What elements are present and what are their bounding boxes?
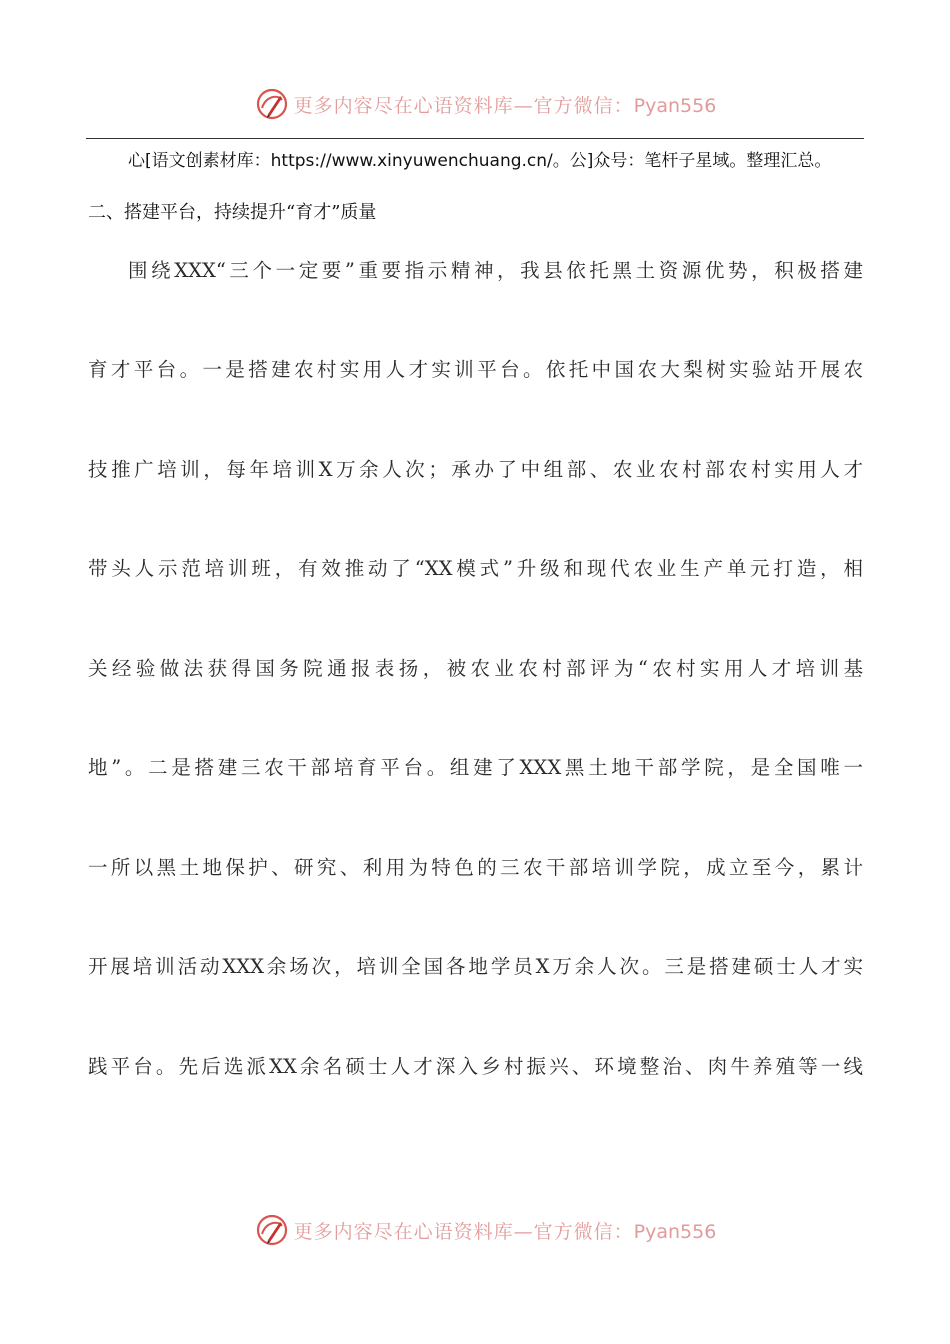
- header-divider: [86, 138, 864, 139]
- body-line: 关经验做法获得国务院通报表扬，被农业农村部评为“农村实用人才培训基: [88, 657, 863, 680]
- header-banner-content: [254, 86, 717, 122]
- source-line: 心[语文创素材库：https://www.xinyuwenchuang.cn/。公]众号：笔杆子星域。整理汇总。: [128, 151, 832, 171]
- body-line: 带头人示范培训班，有效推动了“XX模式”升级和现代农业生产单元打造，相: [88, 557, 863, 580]
- body-line: 围绕XXX“三个一定要”重要指示精神，我县依托黑土资源优势，积极搭建: [128, 259, 863, 282]
- body-line: 一所以黑土地保护、研究、利用为特色的三农干部培训学院，成立至今，累计: [88, 856, 863, 879]
- footer-banner: [0, 1210, 950, 1250]
- body-line: 开展培训活动XXX余场次，培训全国各地学员X万余人次。三是搭建硕士人才实: [88, 955, 863, 978]
- body-line: 技推广培训，每年培训X万余人次；承办了中组部、农业农村部农村实用人才: [88, 458, 863, 481]
- header-banner: [0, 84, 950, 124]
- footer-banner-text: 更多内容尽在心语资料库—官方微信：Pyan556: [293, 1220, 717, 1243]
- body-line: 践平台。先后选派XX余名硕士人才深入乡村振兴、环境整治、肉牛养殖等一线: [88, 1055, 863, 1078]
- pen-swirl-logo-icon: [254, 86, 290, 122]
- footer-banner-handle: Pyan556: [633, 1220, 717, 1243]
- pen-swirl-logo-icon: [254, 1212, 290, 1248]
- footer-banner-content: [254, 1212, 717, 1248]
- body-line: 育才平台。一是搭建农村实用人才实训平台。依托中国农大梨树实验站开展农: [88, 358, 863, 381]
- header-banner-handle: Pyan556: [633, 94, 717, 117]
- header-banner-text: 更多内容尽在心语资料库—官方微信：Pyan556: [293, 94, 717, 117]
- section-heading: 二、搭建平台，持续提升“育才”质量: [88, 202, 377, 223]
- body-line: 地”。二是搭建三农干部培育平台。组建了XXX黑土地干部学院，是全国唯一: [88, 756, 863, 779]
